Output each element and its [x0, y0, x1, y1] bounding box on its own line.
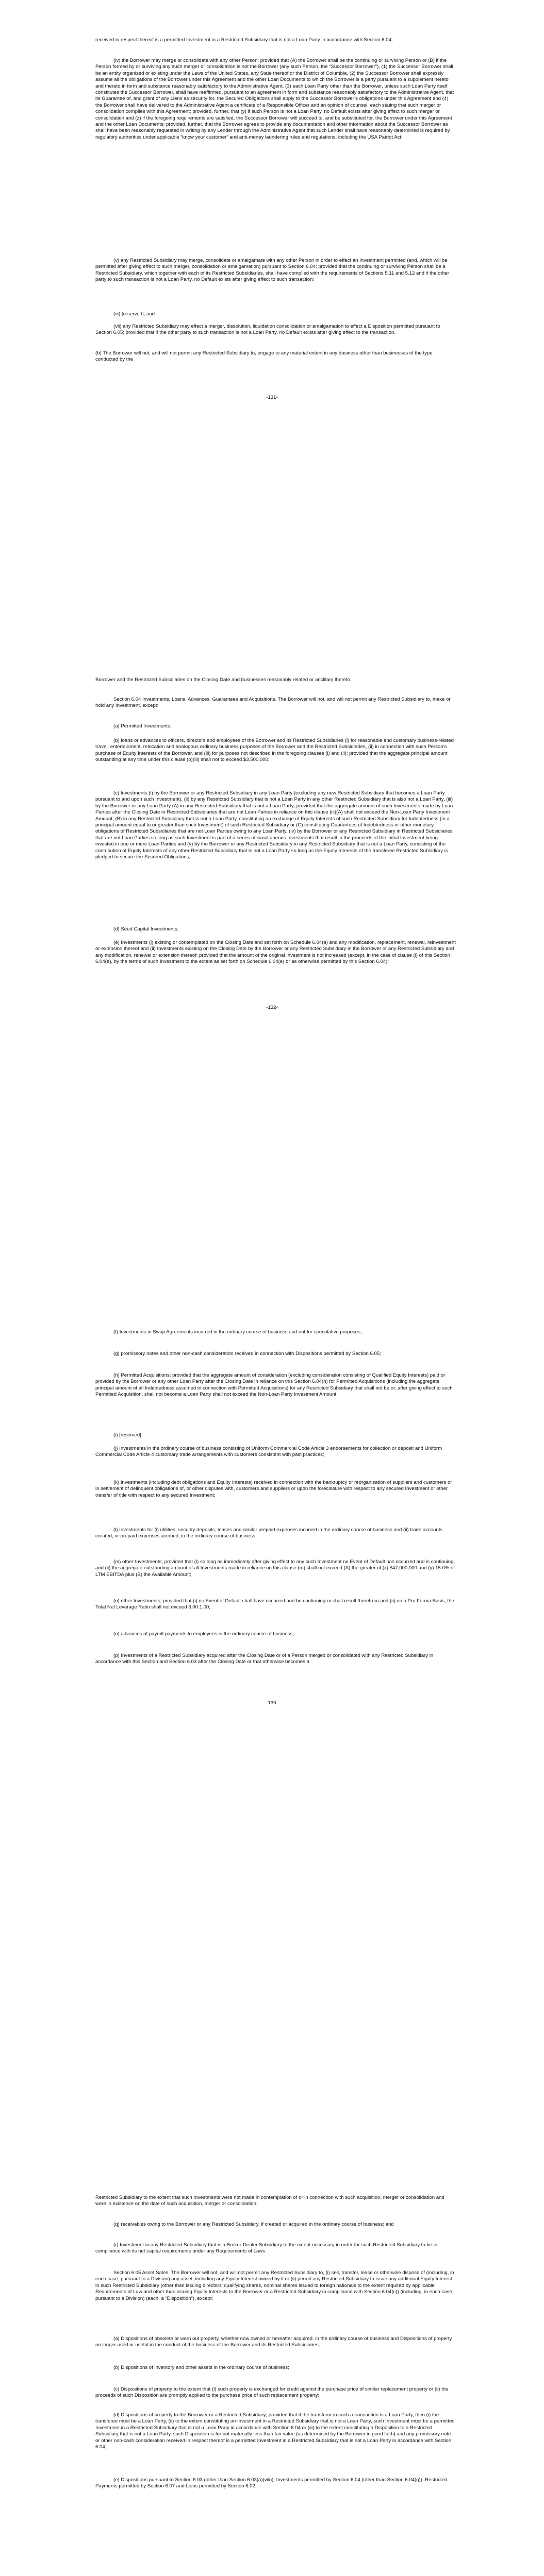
paragraph: Borrower and the Restricted Subsidiaries on the Closing Date and businesses reasonably related or ancillary thereto. — [95, 677, 352, 683]
paragraph: (b) Dispositions of inventory and other assets in the ordinary course of business; — [113, 2365, 289, 2370]
paragraph: (g) promissory notes and other non-cash consideration received in connection with Dispositions permitted by Section 6.05; — [113, 1351, 381, 1357]
paragraph: (n) other Investments; provided that (i) no Event of Default shall have occurred and be continuing or shall result therefrom and (ii) on a Pro Forma Basis, the Total Net Leverage Ratio shall not exceed 3.00:1.00; — [95, 1598, 454, 1611]
paragraph: (d) Dispositions of property to the Borrower or a Restricted Subsidiary; provided that if the transferor in such a transaction is a Loan Party, then (i) the transferee must be a Loan Party, (ii) to the extent constituting an Investment in a Restricted Subsidiary that is not a Loan Party, such Investment must be a permitted Investment in a Restricted Subsidiary that is not a Loan Party in accordance with Section 6.04 or (iii) to the extent constituting a Disposition to a Restricted Subsidiary that is not a Loan Party, such Disposition is for not materially less than fair value (as determined by the Borrower in good faith) and any promissory note or other non-cash consideration received in respect thereof is a permitted Investment in a Restricted Subsidiary that is not a Loan Party in accordance with Section 6.04; — [95, 2412, 455, 2450]
page-number: -133- — [266, 1700, 278, 1706]
paragraph: (j) Investments in the ordinary course of business consisting of Uniform Commercial Code Article 3 endorsements for collection or deposit and Uniform Commercial Code Article 4 customary trade arrangements with customers consistent with past practices; — [95, 1446, 442, 1458]
paragraph: (a) Permitted Investments; — [113, 723, 172, 729]
paragraph: (e) Dispositions pursuant to Section 6.03 (other than Section 6.03(a)(viii)), Investments permitted by Section 6.04 (other than Section 6.04(g)), Restricted Payments permitted by Section 6.07 and Liens permitted by Section 6.02; — [95, 2477, 448, 2489]
paragraph: (d) Seed Capital Investments; — [113, 926, 179, 932]
paragraph: Section 6.04 Investments, Loans, Advances, Guarantees and Acquisitions. The Borrower will not, and will not permit any Restricted Subsidiary to, make or hold any Investment, except: — [95, 697, 451, 709]
paragraph: received in respect thereof is a permitted Investment in a Restricted Subsidiary that is not a Loan Party in accordance with Section 6.04; — [95, 37, 393, 43]
page-132 — [0, 665, 544, 1329]
page-131 — [0, 0, 544, 665]
page-134 — [0, 2195, 544, 2576]
paragraph: (k) Investments (including debt obligations and Equity Interests) received in connection with the bankruptcy or reorganization of suppliers and customers or in settlement of delinquent obligations of, or other disputes with, customers and suppliers or upon the foreclosure with respect to any secured Investment or other transfer of title with respect to any secured Investment; — [95, 1480, 452, 1498]
paragraph: (e) Investments (i) existing or contemplated on the Closing Date and set forth on Schedule 6.04(a) and any modification, replacement, renewal, reinvestment or extension thereof and (ii) Investments existing on the Closing Date by the Borrower or any Restricted Subsidiary in the Borrower or any Restricted Subsidiary and any modification, renewal or extension thereof; provided that the amount of the original Investment is not increased (except, in the case of clause (i) of this Section 6.04(e), by the terms of such Investment to the extent as set forth on Schedule 6.04(e) or as otherwise permitted by this Section 6.04); — [95, 940, 456, 965]
paragraph: (h) Permitted Acquisitions; provided that the aggregate amount of consideration (excluding consideration consisting of Qualified Equity Interests) paid or provided by the Borrower or any other Loan Party after the Closing Date in reliance on this Section 6.04(h) for Permitted Acquisitions (including the aggregate principal amount of all Indebtedness assumed in connection with Permitted Acquisitions) for any Restricted Subsidiary that shall not be or, after giving effect to such Permitted Acquisition, shall not become a Loan Party shall not exceed the Non-Loan Party Investment Amount; — [95, 1372, 453, 1398]
paragraph: Restricted Subsidiary to the extent that such Investments were not made in contemplation of or in connection with such acquisition, merger or consolidation and were in existence on the date of such acquisition, merger or consolidation; — [95, 2195, 444, 2207]
paragraph: Section 6.05 Asset Sales. The Borrower will not, and will not permit any Restricted Subsidiary to, (i) sell, transfer, lease or otherwise dispose of (including, in each case, pursuant to a Division) any asset, including any Equity Interest owned by it or (ii) permit any Restricted Subsidiary to issue any additional Equity Interest in such Restricted Subsidiary (other than issuing directors’ qualifying shares, nominal shares issued to foreign nationals to the extent required by applicable Requirements of Law and other than issuing Equity Interests to the Borrower or a Restricted Subsidiary in compliance with Section 6.04(c)) (including, in each case, pursuant to a Division) (each, a “Disposition”), except: — [95, 2270, 454, 2301]
paragraph: (q) receivables owing to the Borrower or any Restricted Subsidiary, if created or acquired in the ordinary course of business; and — [113, 2222, 394, 2227]
paragraph: (l) Investments for (i) utilities, security deposits, leases and similar prepaid expenses incurred in the ordinary course of business and (ii) trade accounts created, or prepaid expenses accrued, in the ordinary course of business; — [95, 1527, 443, 1539]
paragraph: (c) Investments (i) by the Borrower or any Restricted Subsidiary in any Loan Party (excluding any new Restricted Subsidiary that becomes a Loan Party pursuant to and upon such Investment), (ii) by any Restricted Subsidiary that is not a Loan Party in any other Restricted Subsidiary that is also not a Loan Party, (iii) by the Borrower or any Loan Party (A) in any Restricted Subsidiary that is not a Loan Party; provided that the aggregate amount of such Investments made by Loan Parties after the Closing Date in Restricted Subsidiaries that are not Loan Parties in reliance on this clause (iii)(A) shall not exceed the Non-Loan Party Investment Amount, (B) in any Restricted Subsidiary that is not a Loan Party, constituting an exchange of Equity Interests of such Restricted Subsidiary for Indebtedness (in a principal amount equal to or greater than such Investment) of such Restricted Subsidiary or (C) constituting Guarantees of Indebtedness or other monetary obligations of Restricted Subsidiaries that are not Loan Parties owing to any Loan Party, (iv) by the Borrower or any Restricted Subsidiary in Restricted Subsidiaries that are not Loan Parties so long as such Investment is part of a series of simultaneous Investments that result in the proceeds of the initial Investment being invested in one or more Loan Parties and (v) by the Borrower or any Restricted Subsidiary in any Restricted Subsidiary that is not a Loan Party, consisting of the contribution of Equity Interests of any other Restricted Subsidiary that is not a Loan Party so long as the Equity Interests of the transferee Restricted Subsidiary is pledged to secure the Secured Obligations; — [95, 790, 453, 860]
paragraph: (v) any Restricted Subsidiary may merge, consolidate or amalgamate with any other Person in order to effect an Investment permitted (and, which will be permitted after giving effect to such merger, consolidation or amalgamation) pursuant to Section 6.04; provided that the continuing or surviving Person shall be a Restricted Subsidiary, which together with each of its Restricted Subsidiaries, shall have complied with the requirements of Sections 5.11 and 5.12 and if the other party to such transaction is not a Loan Party, no Default exists after giving effect to such transaction; — [95, 258, 449, 283]
paragraph: (b) The Borrower will not, and will not permit any Restricted Subsidiary to, engage to any material extent in any business other than businesses of the type conducted by the — [95, 350, 433, 363]
page-133 — [0, 1329, 544, 1947]
paragraph: (vii) any Restricted Subsidiary may effect a merger, dissolution, liquidation consolidation or amalgamation to effect a Disposition permitted pursuant to Section 6.05; provided that if the other party to such transaction is not a Loan Party, no Default exists after giving effect to the transaction. — [95, 324, 440, 336]
paragraph: (b) loans or advances to officers, directors and employees of the Borrower and its Restricted Subsidiaries (i) for reasonable and customary business-related travel, entertainment, relocation and analogous ordinary business purposes of the Borrower and the Restricted Subsidiaries, (ii) in connection with such Person’s purchase of Equity Interests of the Borrower, and (iii) for purposes not described in the foregoing clauses (i) and (ii); provided that the aggregate principal amount outstanding at any time under this clause (b)(iii) shall not to exceed $3,500,000; — [95, 738, 454, 763]
paragraph: (p) Investments of a Restricted Subsidiary acquired after the Closing Date or of a Person merged or consolidated with any Restricted Subsidiary in accordance with this Section and Section 6.03 after the Closing Date or that otherwise becomes a — [95, 1653, 434, 1665]
page-number: -131- — [266, 395, 278, 400]
paragraph: (r) Investment in any Restricted Subsidiary that is a Broker-Dealer Subsidiary to the extent necessary in order for such Restricted Subsidiary to be in compliance with its net capital requirements under any Requirements of Laws. — [95, 2242, 438, 2255]
paragraph: (o) advances of payroll payments to employees in the ordinary course of business; — [113, 1631, 294, 1637]
paragraph: (vi) [reserved]; and — [113, 311, 155, 317]
paragraph: (m) other Investments; provided that (i) so long as immediately after giving effect to any such Investment no Event of Default has occurred and is continuing, and (ii) the aggregate outstanding amount of all Investments made in reliance on this clause (m) shall not exceed (A) the greater of (x) $47,000,000 and (y) 15.0% of LTM EBITDA plus (B) the Available Amount; — [95, 1559, 455, 1578]
paragraph: (f) Investments in Swap Agreements incurred in the ordinary course of business and not for speculative purposes; — [113, 1329, 362, 1335]
page-number: -132- — [266, 1005, 278, 1010]
paragraph: (i) [reserved]; — [113, 1432, 143, 1438]
paragraph: (iv) the Borrower may merge or consolidate with any other Person; provided that (A) the Borrower shall be the continuing or surviving Person or (B) if the Person formed by or surviving any such merger or consolidation is not the Borrower (any such Person, the “Successor Borrower”), (1) the Successor Borrower shall be an entity organized or existing under the Laws of the United States, any State thereof or the District of Columbia, (2) the Successor Borrower shall expressly assume all the obligations of the Borrower under this Agreement and the other Loan Documents to which the Borrower is a party pursuant to a supplement hereto and thereto in form and substance reasonably satisfactory to the Administrative Agent, (3) each Loan Party other than the Borrower, unless such Loan Party itself constitutes the Successor Borrower, shall have reaffirmed, pursuant to an agreement in form and substance reasonably satisfactory to the Administrative Agent, that its Guarantee of, and grant of any Liens as security for, the Secured Obligations shall apply to the Successor Borrower’s obligations under this Agreement and (4) the Borrower shall have delivered to the Administrative Agent a certificate of a Responsible Officer and an opinion of counsel, each stating that such merger or consolidation complies with this Agreement; provided, further, that (y) if such Person is not a Loan Party, no Default exists after giving effect to such merger or consolidation and (z) if the foregoing requirements are satisfied, the Successor Borrower will succeed to, and be substituted for, the Borrower under this Agreement and the other Loan Documents; provided, further, that the Borrower agrees to provide any documentation and other information about the Successor Borrower as shall have been reasonably requested in writing by any Lender through the Administrative Agent that such Lender shall have reasonably determined is required by regulatory authorities under applicable “know your customer” and anti-money laundering rules and regulations, including the USA Patriot Act; — [95, 58, 454, 140]
paragraph: (c) Dispositions of property to the extent that (i) such property is exchanged for credit against the purchase price of similar replacement property or (ii) the proceeds of such Disposition are promptly applied to the purchase price of such replacement property; — [95, 2386, 449, 2399]
paragraph: (a) Dispositions of obsolete or worn out property, whether now owned or hereafter acquired, in the ordinary course of business and Dispositions of property no longer used or useful in the conduct of the business of the Borrower and its Restricted Subsidiaries; — [95, 2336, 452, 2348]
